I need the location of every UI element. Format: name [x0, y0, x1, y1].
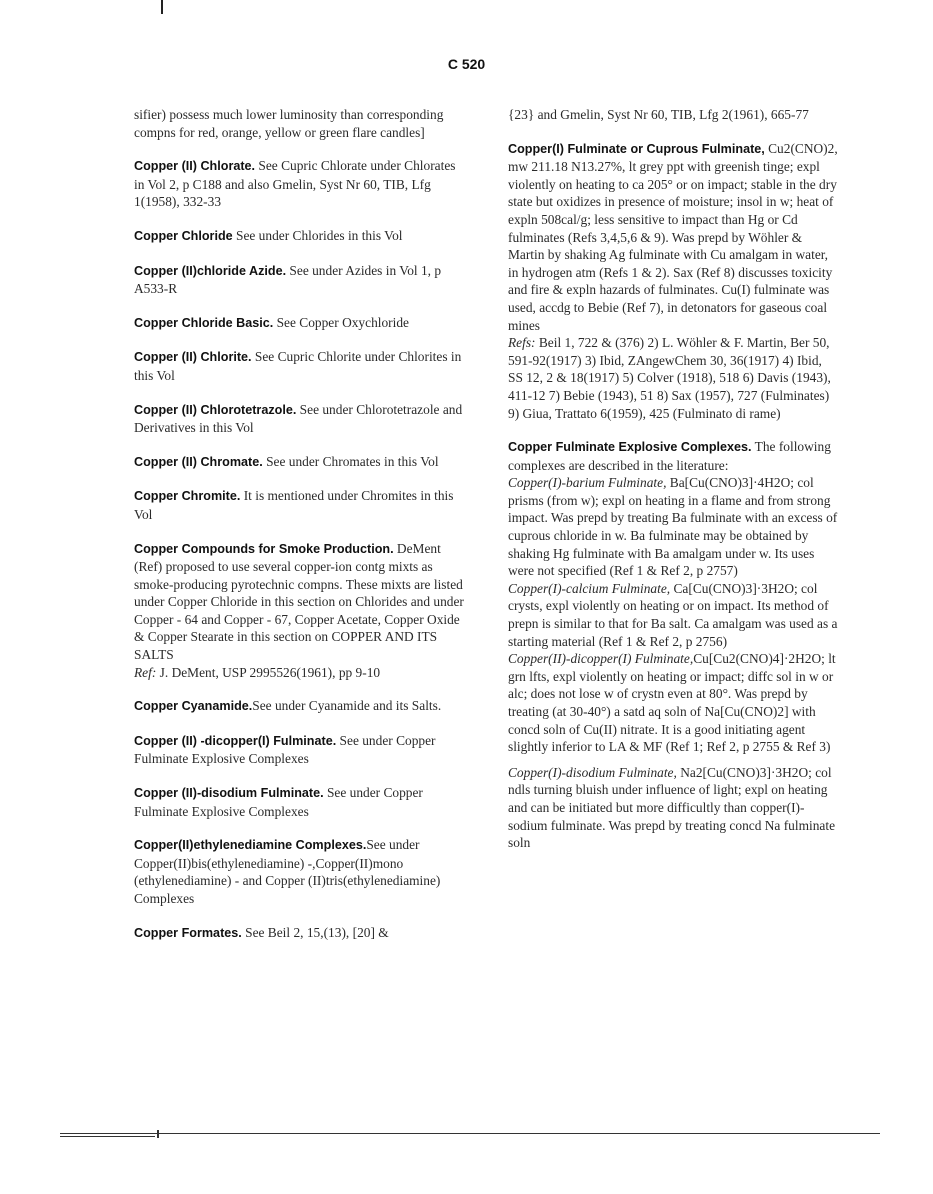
entry-text: Cu[Cu2(CNO)4]·2H2O; lt grn lfts, expl violently on heating or impact; diffc sol in w or alc; does not lose w of crystn even at 80°. Was prepd by treating (at 30-40°) a satd aq soln of Na[Cu(CNO)2] with concd soln of Cu(II) nitrate. It is a good initiating agent slightly inferior to LA & MF (Ref 1; Ref 2, p 2755 & Ref 3) [508, 651, 836, 755]
entry-heading: Copper(II)ethylenediamine Complexes. [134, 838, 367, 853]
entry-heading: Copper Chloride [134, 228, 233, 243]
entry-text: See Copper Oxychloride [273, 314, 409, 330]
entry-heading: Copper Chloride Basic. [134, 315, 274, 330]
entry-copper-chloride-azide [134, 262, 464, 298]
entry-text: See under Azides in Vol 1, p A533-R [134, 262, 442, 297]
page-margin-mark [161, 0, 163, 14]
entry-text: Na2[Cu(CNO)3]·3H2O; col ndls turning bluish under influence of light; expl on heating and can be initiated but more difficultly than copper(I)-sodium fulminate. Was prepd by treating concd Na fulminate soln [508, 764, 836, 851]
entry-text: See under Chromates in this Vol [262, 453, 439, 469]
entry-disodium-fulminate [508, 764, 838, 852]
sub-heading: Copper(I)-barium Fulminate, [508, 475, 667, 491]
entry-text: sifier) possess much lower luminosity than corresponding compns for red, orange, yellow or green flare candles] [134, 107, 444, 140]
entry-text: See Cupric Chlorite under Chlorites in this Vol [134, 349, 462, 383]
entry-calcium-fulminate [508, 580, 838, 650]
entry-fulminate-complexes [508, 438, 838, 474]
entry-copper-formates [134, 924, 464, 943]
entry-text: Beil 1, 722 & (376) 2) L. Wöhler & F. Martin, Ber 50, 591-92(1917) 3) Ibid, ZAngewChem 30, 36(1917) 4) Ibid, SS 12, 2 & 18(1917) 5) Colver (1918), 518 6) Davis (1943), 411-12 7) Bebie (1943), 51 8) Sax (1957), 727 (Fulminates) 9) Giua, Trattato 6(1959), 425 (Fulminato di rame) [508, 335, 831, 421]
left-column [134, 106, 464, 958]
entry-text: See under Copper Fulminate Explosive Complexes [134, 785, 423, 819]
entry-copper-chloride-basic [134, 314, 464, 333]
entry-references [508, 334, 838, 422]
entry-text: See under Chlorides in this Vol [232, 227, 403, 243]
entry-heading: Copper (II)-disodium Fulminate. [134, 786, 324, 801]
ref-label: Refs: [508, 335, 536, 351]
entry-heading: Copper Formates. [134, 925, 242, 940]
entry-continuation [508, 106, 838, 124]
entry-copper-chromate [134, 453, 464, 472]
entry-text: The following complexes are described in the literature: [508, 439, 831, 473]
entry-heading: Copper (II)chloride Azide. [134, 263, 287, 278]
footer-rule [60, 1133, 880, 1134]
entry-copper-chloride [134, 227, 464, 246]
sub-heading: Copper(I)-disodium Fulminate, [508, 764, 677, 780]
entry-text: See under Cyanamide and its Salts. [252, 698, 442, 714]
entry-heading: Copper Chromite. [134, 489, 241, 504]
entry-text: See under Copper Fulminate Explosive Complexes [134, 732, 436, 767]
entry-copper-dicopper-fulminate [134, 732, 464, 768]
entry-heading: Copper Fulminate Explosive Complexes. [508, 440, 752, 455]
footer-tick [157, 1130, 159, 1138]
right-column [508, 106, 838, 868]
entry-heading: Copper (II) -dicopper(I) Fulminate. [134, 733, 337, 748]
entry-copper-cyanamide [134, 697, 464, 716]
entry-heading: Copper (II) Chlorate. [134, 159, 256, 174]
entry-copper-smoke-compounds [134, 540, 464, 664]
entry-dicopper-fulminate [508, 650, 838, 756]
entry-text: Ca[Cu(CNO)3]·3H2O; col crysts, expl violently on heating or on impact. Its method of prepn is similar to that for Ba salt. Ca amalgam was used as a starting material (Ref 1 & Ref 2, p 2756) [508, 580, 838, 649]
entry-copper-chlorite [134, 348, 464, 384]
sub-heading: Copper(I)-calcium Fulminate, [508, 580, 671, 596]
entry-heading: Copper (II) Chlorotetrazole. [134, 402, 297, 417]
entry-text: DeMent (Ref) proposed to use several copper-ion contg mixts as smoke-producing pyrotechnic compns. These mixts are listed under Copper Chloride in this section on Chlorides and under Copper - 64 and Copper - 67, Copper Acetate, Copper Oxide & Copper Stearate in this section on COPPER AND ITS SALTS [134, 540, 464, 663]
entry-continuation [134, 106, 464, 141]
entry-copper-chromite [134, 487, 464, 523]
entry-heading: Copper (II) Chlorite. [134, 350, 252, 365]
entry-text: It is mentioned under Chromites in this Vol [134, 488, 454, 522]
entry-heading: Copper Compounds for Smoke Production. [134, 541, 394, 556]
footer-rule-short [60, 1136, 155, 1137]
entry-text: {23} and Gmelin, Syst Nr 60, TIB, Lfg 2(1961), 665-77 [508, 107, 809, 122]
entry-text: Ba[Cu(CNO)3]·4H2O; col prisms (from w); expl on heating in a flame and from strong impact. Was prepd by treating Ba fulminate with an excess of cuprous chloride in w. Ba fulminate may be obtained by shaking Hg fulminate with Ba amalgam under w. Its uses were not specified (Ref 1 & Ref 2, p 2757) [508, 475, 838, 579]
entry-text: See Beil 2, 15,(13), [20] & [241, 924, 389, 940]
entry-heading: Copper Cyanamide. [134, 699, 253, 714]
ref-label: Ref: [134, 664, 157, 680]
entry-text: See Cupric Chlorate under Chlorates in Vol 2, p C188 and also Gmelin, Syst Nr 60, TIB, Lfg 1(1958), 332-33 [134, 158, 456, 210]
entry-text: J. DeMent, USP 2995526(1961), pp 9-10 [156, 664, 381, 680]
page-number: C 520 [447, 56, 486, 72]
entry-heading: Copper(I) Fulminate or Cuprous Fulminate, [508, 141, 765, 156]
entry-copper-chlorotetrazole [134, 401, 464, 437]
entry-reference [134, 664, 464, 682]
entry-cuprous-fulminate [508, 140, 838, 335]
entry-heading: Copper (II) Chromate. [134, 454, 263, 469]
entry-copper-ethylenediamine [134, 836, 464, 907]
entry-text: Cu2(CNO)2, mw 211.18 N13.27%, lt grey ppt with greenish tinge; expl violently on heating to ca 205° or on impact; stable in the dry state but oxidizes in presence of moisture; insol in w; heat of expln 508cal/g; less sensitive to impact than Hg or Cd fulminates (Refs 3,4,5,6 & 9). Was prepd by Wöhler & Martin by shaking Ag fulminate with Cu amalgam in water, in hydrogen atm (Refs 1 & 2). Sax (Ref 8) discusses toxicity and fire & expln hazards of fulminates. Cu(I) fulminate was used, accdg to Bebie (Ref 7), in detonators for gaseous coal mines [508, 140, 838, 333]
sub-heading: Copper(II)-dicopper(I) Fulminate, [508, 651, 694, 667]
entry-copper-disodium-fulminate [134, 784, 464, 820]
entry-text: See under Copper(II)bis(ethylenediamine) -,Copper(II)mono (ethylenediamine) - and Copper (II)tris(ethylenediamine) Complexes [134, 837, 441, 906]
entry-barium-fulminate [508, 474, 838, 580]
entry-copper-ii-chlorate [134, 157, 464, 211]
entry-text: See under Chlorotetrazole and Derivatives in this Vol [134, 401, 463, 436]
